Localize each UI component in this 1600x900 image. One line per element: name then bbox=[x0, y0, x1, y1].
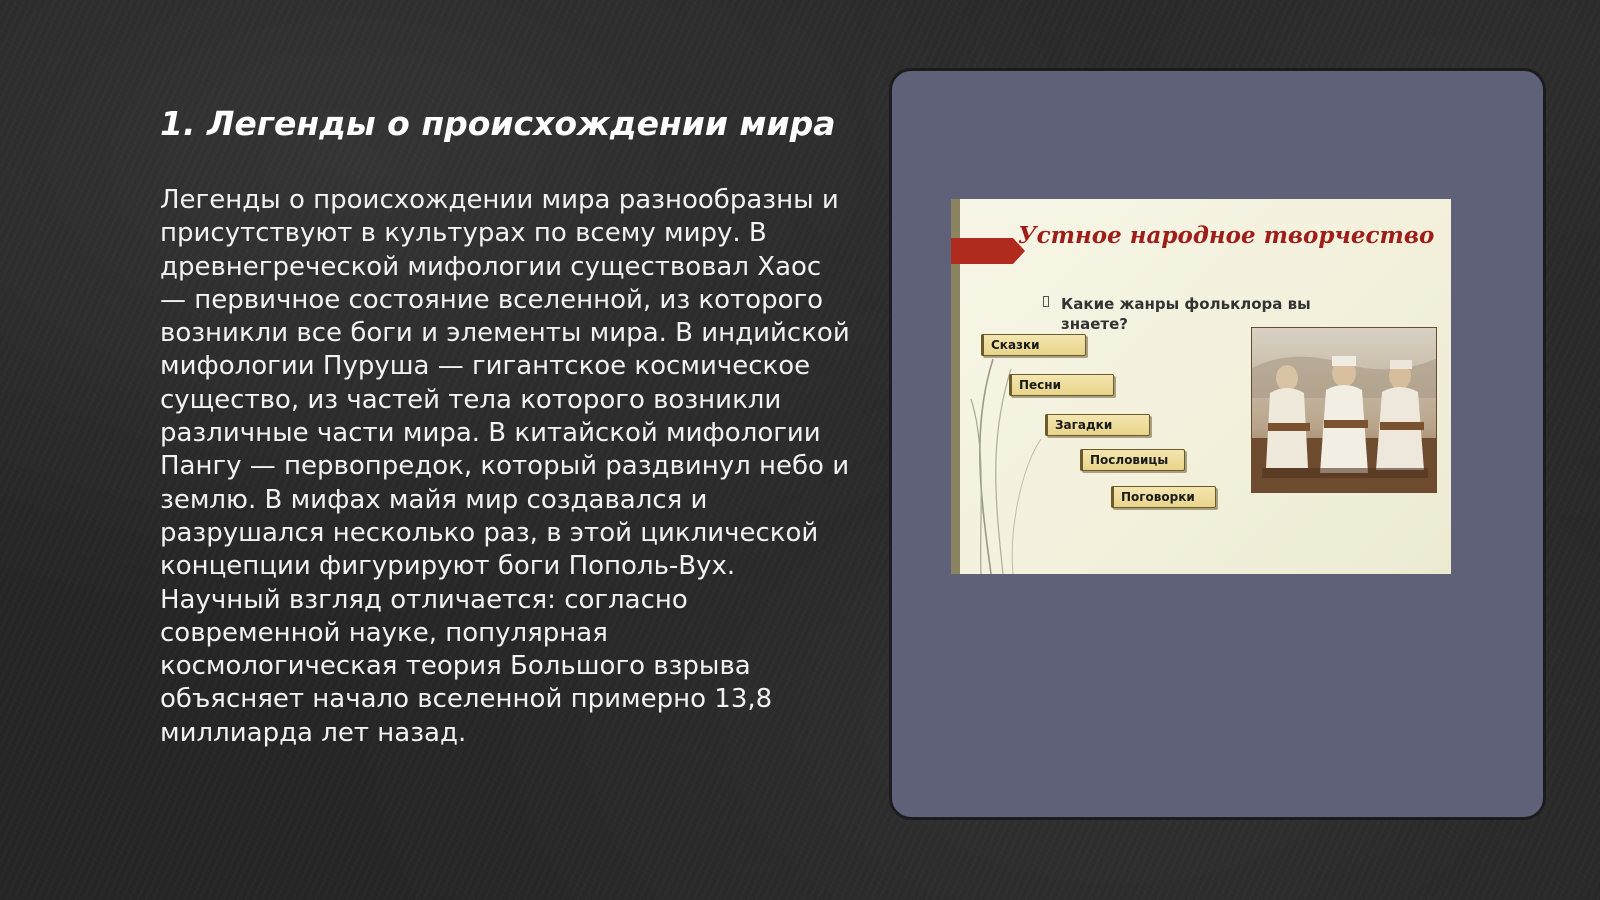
genre-label-1: Сказки bbox=[981, 334, 1086, 356]
painting-illustration bbox=[1252, 328, 1437, 493]
folk-musicians-painting bbox=[1251, 327, 1437, 493]
slide-title: 1. Легенды о происхождении мира bbox=[160, 104, 836, 143]
genre-label-4: Пословицы bbox=[1080, 449, 1185, 471]
genre-label-5: Поговорки bbox=[1111, 486, 1216, 508]
bullet-icon bbox=[1043, 296, 1049, 307]
embedded-slide-title: Устное народное творчество bbox=[1018, 222, 1435, 249]
embedded-slide-question: Какие жанры фольклора вы знаете? bbox=[1061, 295, 1311, 333]
red-ribbon-shape bbox=[951, 238, 1026, 268]
embedded-slide-image bbox=[951, 199, 1451, 574]
slide-body-text: Легенды о происхождении мира разнообразны и присутствуют в культурах по всему миру. В древнегреческой мифологии существовал Хаос — первичное состояние вселенной, из которого возникли все боги и элементы мира. В индийской мифологии Пуруша — гигантское космическое существо, из частей тела которого возникли различные части мира. В китайской мифологии Пангу — первопредок, который раздвинул небо и землю. В мифах майя мир создавался и разрушался несколько раз, в этой циклической концепции фигурируют боги Пополь-Вух. Научный взгляд отличается: согласно современной науке, популярная космологическая теория Большого взрыва объясняет начало вселенной примерно 13,8 миллиарда лет назад. bbox=[160, 185, 850, 748]
genre-label-3: Загадки bbox=[1045, 414, 1150, 436]
genre-label-2: Песни bbox=[1009, 374, 1114, 396]
